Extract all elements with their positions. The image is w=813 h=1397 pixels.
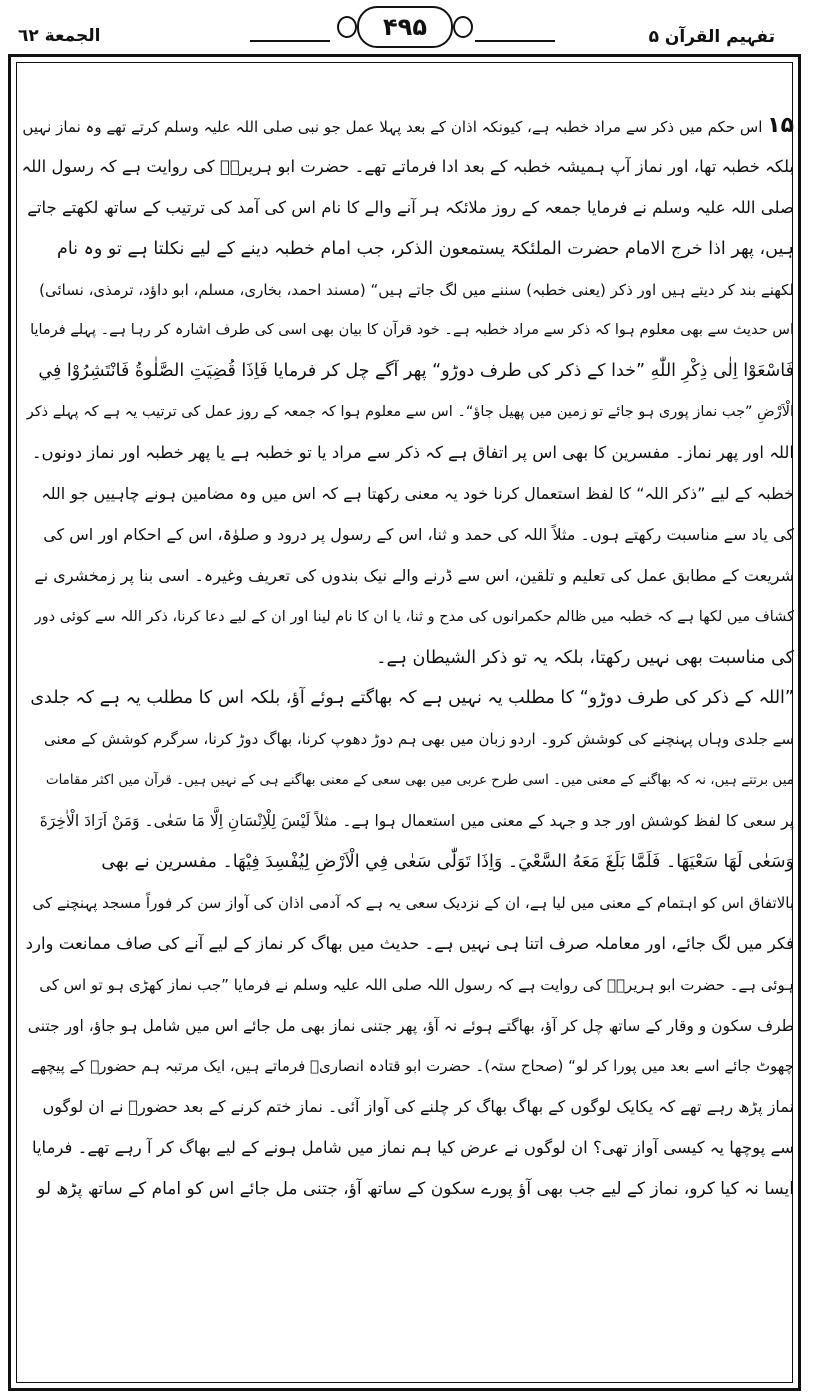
text-line: خطبہ کے لیے ”ذکر اللہ“ کا لفظ استعمال کرنا خود یہ معنی رکھتا ہے کہ اس میں وہ مضامین ہونے چاہییں جو اللہ: [41, 484, 794, 504]
text-line: وَسَعٰى لَهَا سَعْيَهَا۔ فَلَمَّا بَلَغَ مَعَهُ السَّعْيَ۔ وَاِذَا تَوَلّٰى سَعٰى فِي الْاَرْضِ لِيُفْسِدَ فِيْهَا۔ مفسرین نے بھی: [101, 852, 794, 873]
text-line: شریعت کے مطابق عمل کی تعلیم و تلقین، اس سے ڈرنے والے نیک بندوں کی تعریف وغیرہ۔ اسی بنا پر زمخشری نے: [34, 565, 794, 585]
text-line: کی یاد سے مناسبت رکھتے ہوں۔ مثلاً اللہ کی حمد و ثنا، اس کے رسول پر درود و صلوٰۃ، اس کے احکام اور اس کی: [43, 524, 794, 544]
text-line: فکر میں لگ جائے، اور معاملہ صرف اتنا ہی نہیں ہے۔ حدیث میں بھاگ کر نماز کے لیے آنے کی صاف ممانعت وارد: [25, 933, 794, 953]
text-line: ہوئی ہے۔ حضرت ابو ہریرہؓ کی روایت ہے کہ رسول اللہ صلی اللہ علیہ وسلم نے فرمایا ”جب نماز کھڑی ہو تو اس کی: [39, 975, 794, 994]
text-line: سے پوچھا یہ کیسی آواز تھی؟ ان لوگوں نے عرض کیا ہم نماز میں شامل ہونے کے لیے بھاگ کر آ رہے تھے۔ فرمایا: [31, 1138, 794, 1158]
text-line: بلکہ خطبہ تھا، اور نماز آپ ہمیشہ خطبہ کے بعد ادا فرماتے تھے۔ حضرت ابو ہریرہؓ کی روایت ہے کہ رسول اللہ: [22, 156, 794, 176]
text-line: الْاَرْضِ ”جب نماز پوری ہو جائے تو زمین میں پھیل جاؤ“۔ اس سے معلوم ہوا کہ جمعہ کے روز عمل کی ترتیب یہ ہے کہ پہلے ذکر: [26, 404, 794, 421]
header-rule-left: [250, 40, 330, 42]
text-line: فَاسْعَوْا اِلٰى ذِكْرِ اللّٰهِ ”خدا کے ذکر کی طرف دوڑو“ پھر آگے چل کر فرمایا فَاِذَا قُضِيَتِ الصَّلٰوةُ فَانْتَشِرُوْا فِي: [38, 361, 794, 382]
text-line: سے جلدی وہاں پہنچنے کی کوشش کرو۔ اردو زبان میں بھی ہم دوڑ دھوپ کرنا، بھاگ دوڑ کرنا، سرگرم کوشش کے معنی: [43, 730, 794, 749]
commentary-body: [22, 106, 794, 1210]
text-line: ”اللہ کے ذکر کی طرف دوڑو“ کا مطلب یہ نہیں ہے کہ بھاگتے ہوئے آؤ، بلکہ اس کا مطلب یہ ہے کہ جلدی: [30, 688, 794, 709]
text-line: نماز پڑھ رہے تھے کہ یکایک لوگوں کے بھاگ بھاگ کر چلنے کی آواز آئی۔ نماز ختم کرنے کے بعد حضورؐ نے ان لوگوں: [42, 1097, 794, 1117]
page-number: ۴۹۵: [357, 6, 453, 48]
text-line: چھوٹ جائے اسے بعد میں پورا کر لو“ (صحاح ستہ)۔ حضرت ابو قتادہ انصاریؓ فرماتے ہیں، ایک مرتبہ ہم حضورؐ کے پیچھے: [30, 1057, 794, 1076]
note-number: ۱۵: [767, 113, 794, 138]
text-line: کشاف میں لکھا ہے کہ خطبہ میں ظالم حکمرانوں کی مدح و ثنا، یا ان کا نام لینا اور ان کے لیے دعا کرنا، ذکر اللہ سے کوئی دور: [34, 608, 794, 625]
surah-header: الجمعة ٦٢: [18, 26, 101, 46]
text-line: اس حدیث سے بھی معلوم ہوا کہ ذکر سے مراد خطبہ ہے۔ خود قرآن کا بیان بھی اسی کی طرف اشارہ کر رہا ہے۔ پہلے فرمایا: [30, 322, 794, 339]
text-line: طرف سکون و وقار کے ساتھ چل کر آؤ، بھاگتے ہوئے نہ آؤ، پھر جتنی نماز بھی مل جائے اس میں شامل ہو جاؤ، اور جتنی: [27, 1016, 794, 1035]
text-line: اللہ اور پھر نماز۔ مفسرین کا بھی اس پر اتفاق ہے کہ ذکر سے مراد یا تو خطبہ ہے یا پھر خطبہ اور نماز دونوں۔: [31, 443, 794, 463]
text-line: پر سعی کا لفظ کوشش اور جد و جہد کے معنی میں استعمال ہوا ہے۔ مثلاً لَيْسَ لِلْاِنْسَانِ اِلَّا مَا سَعٰى۔ وَمَنْ اَرَادَ الْاٰخِرَةَ: [39, 812, 794, 831]
text-line: کی مناسبت بھی نہیں رکھتا، بلکہ یہ تو ذکر الشیطان ہے۔: [376, 647, 794, 668]
book-title: تفہیم القرآن ۵: [648, 27, 775, 47]
page-header: [0, 0, 813, 62]
text-line: میں برتتے ہیں، نہ کہ بھاگنے کے معنی میں۔ اسی طرح عربی میں بھی سعی کے معنی بھاگنے ہی کے نہیں ہیں۔ قرآن میں اکثر مقامات: [45, 772, 794, 789]
header-rule-right: [475, 40, 555, 42]
text-line: ۱۵ اس حکم میں ذکر سے مراد خطبہ ہے، کیونکہ اذان کے بعد پہلا عمل جو نبی صلی اللہ علیہ وسلم کرتے تھے وہ نماز نہیں: [22, 113, 794, 138]
text-line: ایسا نہ کیا کرو، نماز کے لیے جب بھی آؤ پورے سکون کے ساتھ آؤ، جتنی مل جائے اس کو امام کے ساتھ پڑھ لو: [37, 1179, 794, 1200]
text-line: صلی اللہ علیہ وسلم نے فرمایا جمعہ کے روز ملائکہ ہر آنے والے کا نام اس کی آمد کی ترتیب کے ساتھ لکھتے جاتے: [27, 197, 794, 217]
text-line: لکھنے بند کر دیتے ہیں اور ذکر (یعنی خطبہ) سننے میں لگ جاتے ہیں“ (مسند احمد، بخاری، مسلم، ابو داؤد، ترمذی، نسائی): [39, 280, 794, 299]
text-line: بالاتفاق اس کو اہتمام کے معنی میں لیا ہے، ان کے نزدیک سعی یہ ہے کہ آدمی اذان کی آواز سن کر فوراً مسجد پہنچنے کی: [32, 893, 794, 912]
text-line: ہیں، پھر اذا خرج الامام حضرت الملئکۃ یستمعون الذکر، جب امام خطبہ دینے کے لیے نکلتا ہے تو وہ نام: [57, 238, 794, 259]
